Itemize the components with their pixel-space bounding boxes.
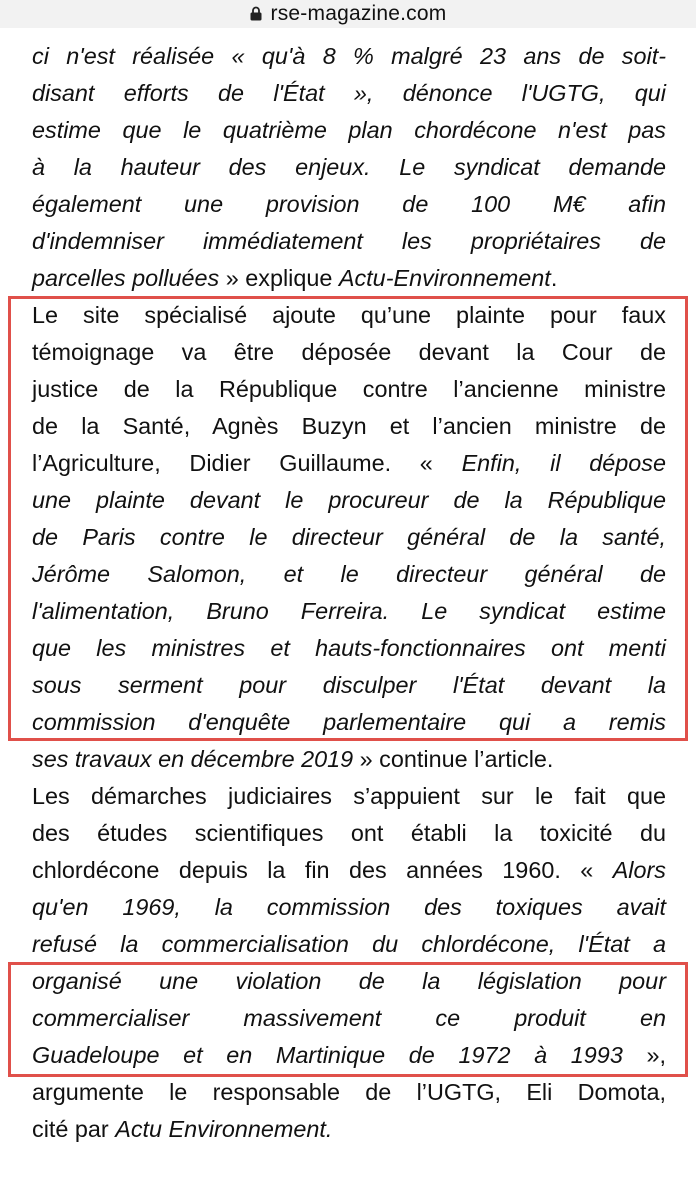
text-segment: parcelles polluées	[32, 265, 220, 291]
article-line	[32, 334, 666, 371]
article-line	[32, 741, 666, 778]
article-line	[32, 667, 666, 704]
article-line	[32, 593, 666, 630]
article-line	[32, 223, 666, 260]
address-bar[interactable]	[0, 0, 696, 28]
article-line	[32, 260, 666, 297]
text-segment: Actu-Environnement	[338, 265, 551, 291]
text-segment: ses travaux en décembre 2019	[32, 746, 354, 772]
article-line	[32, 926, 666, 963]
article-line	[32, 38, 666, 75]
article-line	[32, 519, 666, 556]
text-segment: Guadeloupe et en Martinique de 1972 à 1993	[32, 1042, 623, 1068]
text-segment: Le site spécialisé ajoute qu’une plainte pour faux	[32, 302, 666, 328]
article-line	[32, 482, 666, 519]
text-segment: Enfin, il dépose	[461, 450, 666, 476]
article-line	[32, 852, 666, 889]
text-segment: refusé la commercialisation du chlordécone, l'État a	[32, 931, 666, 957]
article-line	[32, 1037, 666, 1074]
text-segment: l’Agriculture, Didier Guillaume. «	[32, 450, 462, 476]
text-segment: » continue l’article.	[353, 746, 554, 772]
article-line	[32, 1111, 666, 1148]
article-line	[32, 1000, 666, 1037]
article-line	[32, 1074, 666, 1111]
text-segment: commercialiser massivement ce produit en	[32, 1005, 666, 1031]
text-segment: estime que le quatrième plan chordécone n'est pas	[32, 117, 666, 143]
text-segment: justice de la République contre l’ancienne ministre	[32, 376, 666, 402]
article-line	[32, 445, 666, 482]
article-line	[32, 75, 666, 112]
text-segment: Jérôme Salomon, et le directeur général de	[32, 561, 666, 587]
text-segment: à la hauteur des enjeux. Le syndicat demande	[32, 154, 666, 180]
text-segment: organisé une violation de la législation pour	[32, 968, 666, 994]
text-segment: Alors	[612, 857, 666, 883]
text-segment: de Paris contre le directeur général de la santé,	[32, 524, 666, 550]
article-line	[32, 297, 666, 334]
text-segment: sous serment pour disculper l'État devant la	[32, 672, 666, 698]
text-segment: ci n'est réalisée « qu'à 8 % malgré 23 ans de soit-	[32, 43, 666, 69]
article-body	[32, 38, 666, 1148]
text-segment: disant efforts de l'État », dénonce l'UGTG, qui	[32, 80, 666, 106]
text-segment: également une provision de 100 M€ afin	[32, 191, 666, 217]
text-segment: » explique	[219, 265, 339, 291]
article-line	[32, 186, 666, 223]
text-segment: Actu Environnement.	[115, 1116, 333, 1142]
article-line	[32, 112, 666, 149]
text-segment: l'alimentation, Bruno Ferreira. Le syndicat estime	[32, 598, 666, 624]
text-segment: »,	[622, 1042, 666, 1068]
text-segment: des études scientifiques ont établi la toxicité du	[32, 820, 666, 846]
text-segment: Les démarches judiciaires s’appuient sur le fait que	[32, 783, 666, 809]
article-line	[32, 815, 666, 852]
text-segment: que les ministres et hauts-fonctionnaires ont menti	[32, 635, 666, 661]
article-line	[32, 630, 666, 667]
text-segment: qu'en 1969, la commission des toxiques avait	[32, 894, 666, 920]
text-segment: cité par	[32, 1116, 116, 1142]
text-segment: d'indemniser immédiatement les propriétaires de	[32, 228, 666, 254]
url-text: rse-magazine.com	[270, 2, 447, 25]
article-line	[32, 556, 666, 593]
article-line	[32, 778, 666, 815]
article-line	[32, 963, 666, 1000]
lock-icon	[250, 6, 262, 21]
text-segment: commission d'enquête parlementaire qui a remis	[32, 709, 666, 735]
text-segment: de la Santé, Agnès Buzyn et l’ancien ministre de	[32, 413, 666, 439]
article-line	[32, 408, 666, 445]
text-segment: une plainte devant le procureur de la République	[32, 487, 666, 513]
text-segment: chlordécone depuis la fin des années 1960. «	[32, 857, 613, 883]
article-line	[32, 889, 666, 926]
text-segment: argumente le responsable de l’UGTG, Eli Domota,	[32, 1079, 666, 1105]
article-line	[32, 704, 666, 741]
text-segment: .	[550, 265, 558, 291]
article-line	[32, 371, 666, 408]
text-segment: témoignage va être déposée devant la Cour de	[32, 339, 666, 365]
article-line	[32, 149, 666, 186]
